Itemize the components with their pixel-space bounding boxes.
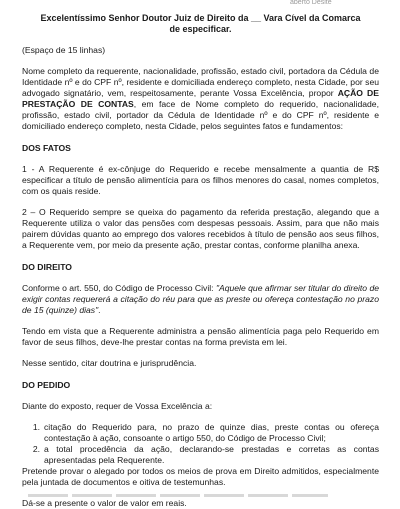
footer-faded-text xyxy=(28,494,328,497)
direito-text-after: . xyxy=(98,305,101,315)
pedido-intro: Diante do exposto, requer de Vossa Excelência a: xyxy=(22,401,213,411)
title-line-1: Excelentíssimo Senhor Doutor Juiz de Direito da __ Vara Cível da Comarca xyxy=(40,13,361,23)
section-heading-fatos: DOS FATOS xyxy=(22,143,71,153)
list-number: 2. xyxy=(32,444,40,454)
top-cut-bar xyxy=(0,0,400,9)
intro-text-before: Nome completo da requerente, nacionalidade, profissão, estado civil, portadora da Cédula de Identidade nº e do CPF nº, residente e domiciliada endereço completo, nesta Cidade, por seu advogado signatário, vem, respeitosamente, perante Vossa Excelência, propor xyxy=(22,66,379,98)
document-title xyxy=(22,13,379,35)
footer-cut-line xyxy=(22,491,379,500)
direito-paragraph-3: Nesse sentido, citar doutrina e jurisprudência. xyxy=(22,358,197,368)
direito-text-before: Conforme o art. 550, do Código de Processo Civil: xyxy=(22,283,216,293)
fatos-paragraph-2: 2 – O Requerido sempre se queixa do pagamento da referida prestação, alegando que a Requerente utiliza o valor das pensões com despesas pessoais. Assim, para que não mais pairem dúvidas quanto ao emprego dos valores recebidos à título de pensão aos seus filhos, a Requerente vem, por meio da presente ação, prestar contas, conforme planilha anexa. xyxy=(22,207,379,250)
pedido-list-item xyxy=(22,444,379,466)
fatos-paragraph-1: 1 - A Requerente é ex-cônjuge do Requerido e recebe mensalmente a quantia de R$ especificar a título de pensão alimentícia para os filhos menores do casal, nomes completos, com os quais reside. xyxy=(22,164,379,196)
list-item-text: a total procedência da ação, declarando-se prestadas e corretas as contas apresentadas pela Requerente. xyxy=(44,444,379,465)
intro-paragraph xyxy=(22,66,379,132)
direito-paragraph-1 xyxy=(22,283,379,316)
list-number: 1. xyxy=(32,422,40,432)
action-name: AÇÃO DE PRESTAÇÃO DE CONTAS xyxy=(22,88,379,109)
section-heading-direito: DO DIREITO xyxy=(22,262,72,272)
corner-text: aberto Deslte xyxy=(290,0,332,6)
list-item-text: citação do Requerido para, no prazo de quinze dias, preste contas ou ofereça contestação à ação, consoante o artigo 550, do Código de Processo Civil; xyxy=(44,422,379,443)
pedido-list-item xyxy=(22,422,379,444)
pedido-list xyxy=(22,422,379,466)
title-line-2: de especificar. xyxy=(169,24,232,34)
section-heading-pedido: DO PEDIDO xyxy=(22,380,71,390)
intro-text-after: , em face de Nome completo do requerido, nacionalidade, profissão, estado civil, portador da Cédula de Identidade nº e do CPF nº, residente e domiciliado endereço completo, nesta Cidade, pelos seguintes fatos e fundamentos: xyxy=(22,99,379,131)
provas-paragraph: Pretende provar o alegado por todos os meios de prova em Direito admitidos, especialmente pela juntada de documentos e oitiva de testemunhas. xyxy=(22,466,379,487)
valor-paragraph: Dá-se a presente o valor de valor em reais. xyxy=(22,498,187,508)
direito-paragraph-2: Tendo em vista que a Requerente administra a pensão alimentícia paga pelo Requerido em favor de seus filhos, deve-lhe prestar contas na forma prevista em lei. xyxy=(22,326,379,347)
direito-quote: "Aquele que afirmar ser titular do direito de exigir contas requererá a citação do réu para que as preste ou ofereça contestação no prazo de 15 (quinze) dias" xyxy=(22,283,380,315)
document-body xyxy=(22,13,379,509)
spacing-note: (Espaço de 15 linhas) xyxy=(22,45,106,55)
